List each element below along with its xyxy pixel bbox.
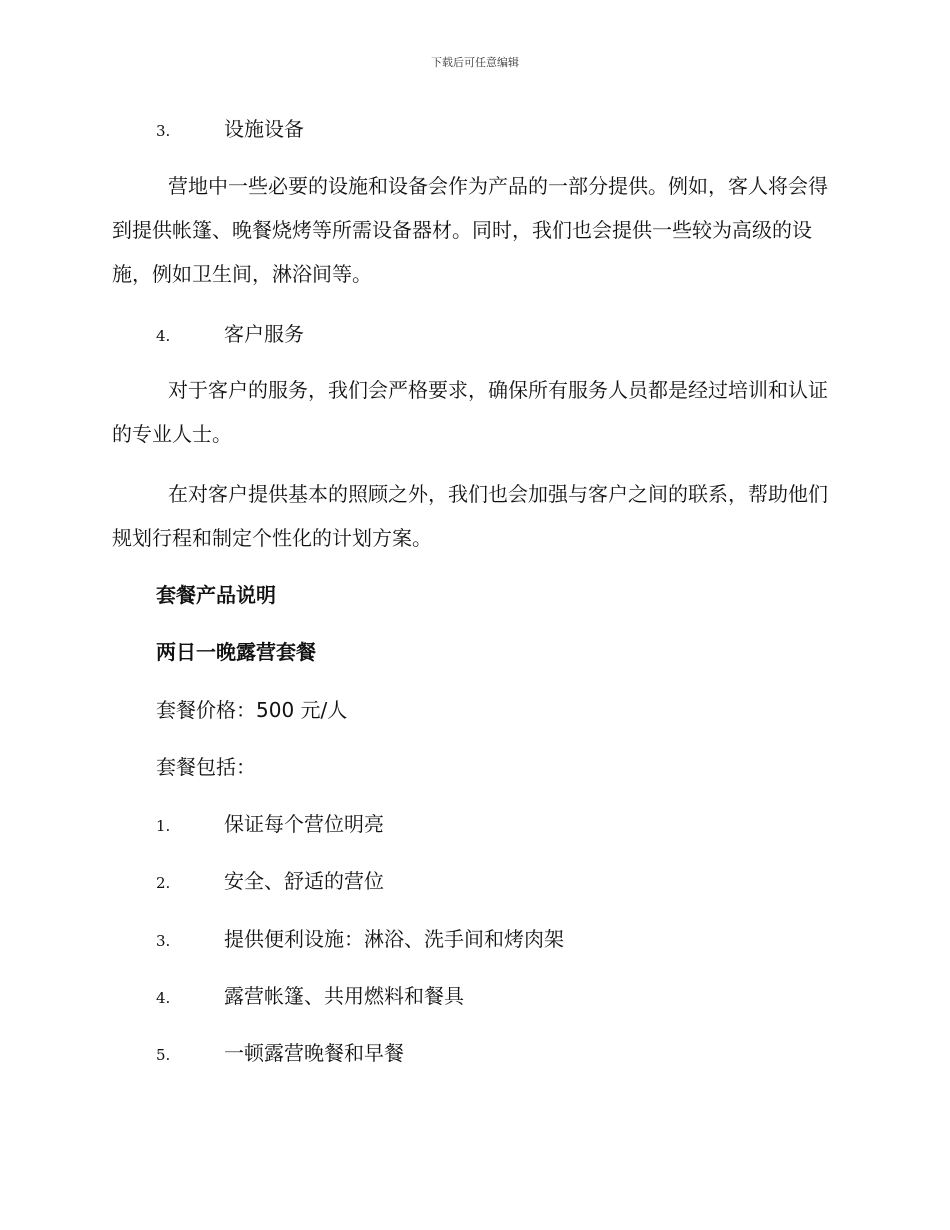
service-paragraph-1: 对于客户的服务，我们会严格要求，确保所有服务人员都是经过培训和认证的专业人士。 [112, 378, 828, 446]
package-name: 两日一晚露营套餐 [156, 640, 316, 664]
list-item [156, 982, 464, 1010]
list-item-number: 2. [156, 874, 171, 892]
list-item-number: 3. [156, 932, 171, 950]
list-item [156, 925, 564, 953]
list-item-number: 1. [156, 817, 171, 835]
list-item-text: 露营帐篷、共用燃料和餐具 [224, 984, 464, 1008]
list-item [156, 1039, 404, 1067]
list-item-text: 提供便利设施：淋浴、洗手间和烤肉架 [224, 927, 564, 951]
facilities-paragraph: 营地中一些必要的设施和设备会作为产品的一部分提供。例如，客人将会得到提供帐篷、晚餐烧烤等所需设备器材。同时，我们也会提供一些较为高级的设施，例如卫生间，淋浴间等。 [112, 174, 828, 286]
list-item [156, 867, 384, 895]
package-section-heading: 套餐产品说明 [156, 583, 276, 607]
package-price: 套餐价格：500 元/人 [156, 698, 348, 722]
list-item [156, 810, 384, 838]
list-item-text: 安全、舒适的营位 [224, 869, 384, 893]
service-paragraph-2: 在对客户提供基本的照顾之外，我们也会加强与客户之间的联系，帮助他们规划行程和制定个性化的计划方案。 [112, 482, 828, 550]
list-item-number: 5. [156, 1046, 171, 1064]
list-item-number: 4. [156, 989, 171, 1007]
section-title: 设施设备 [224, 117, 304, 141]
section-number: 4. [156, 327, 171, 345]
list-item-text: 一顿露营晚餐和早餐 [224, 1041, 404, 1065]
section-number: 3. [156, 122, 171, 140]
page-header-note: 下载后可任意编辑 [431, 56, 519, 69]
list-item-text: 保证每个营位明亮 [224, 812, 384, 836]
section-heading-facilities [156, 115, 304, 143]
package-includes-label: 套餐包括： [156, 755, 256, 779]
section-title: 客户服务 [224, 322, 304, 346]
section-heading-service [156, 320, 304, 348]
